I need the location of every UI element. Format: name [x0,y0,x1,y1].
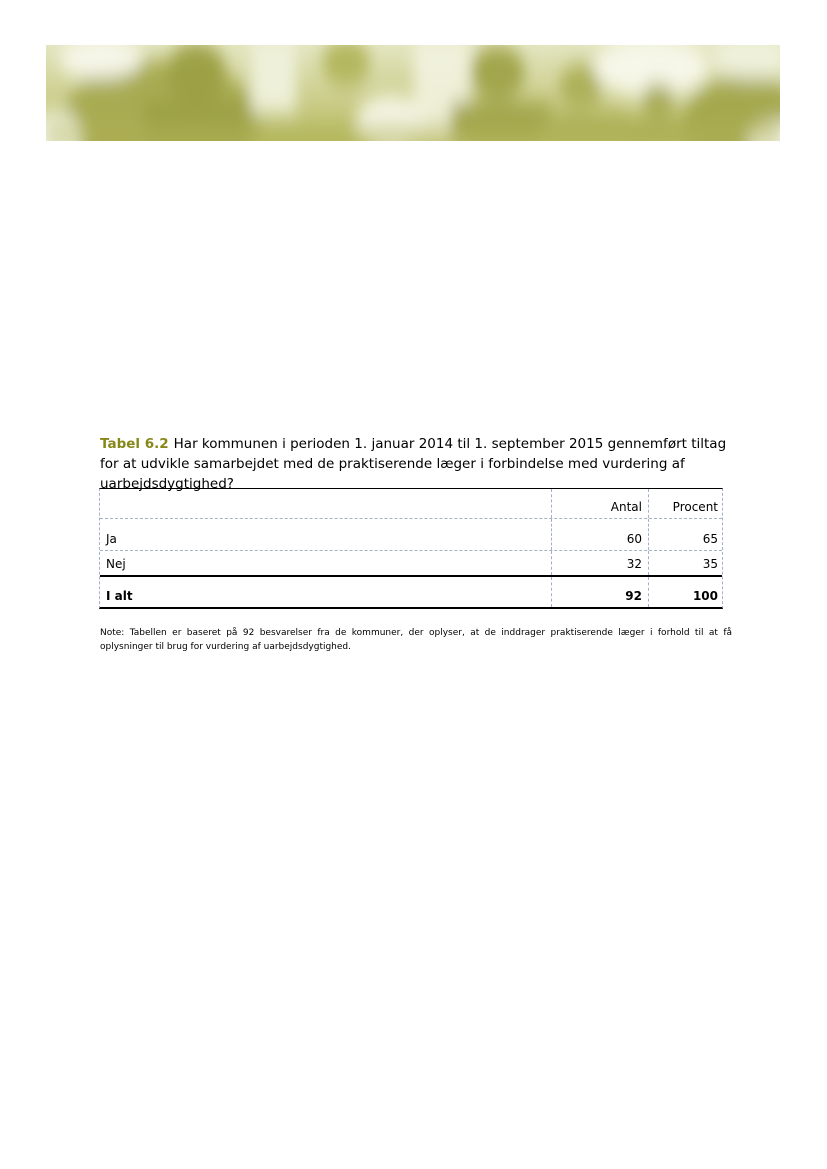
column-header-procent: Procent [672,500,718,514]
table-note: Note: Tabellen er baseret på 92 besvarelser fra de kommuner, der oplyser, at de inddrager praktiserende læger i forhold til at få oplysninger til brug for vurdering af uarbejdsdygtighed. [100,628,732,652]
table-caption-number: Tabel 6.2 [100,435,169,452]
column-header-antal: Antal [552,489,649,518]
crowd-photo-banner [46,45,780,141]
cell-procent: 35 [702,557,718,571]
table-total-row [100,577,722,607]
table-row [100,519,722,551]
table-caption-text: Har kommunen i perioden 1. januar 2014 til 1. september 2015 gennemført tiltag for at udvikle samarbejdet med de praktiserende læger i forbindelse med vurdering af uarbejdsdygtighed? [100,435,727,492]
cell-procent: 100 [692,589,718,603]
cell-antal: 60 [552,519,649,550]
crowd-photo-image [46,45,780,141]
data-table [99,488,723,609]
header-cell-empty [100,489,552,518]
table-row [100,551,722,577]
table-caption [100,434,744,494]
row-label: I alt [100,577,552,607]
cell-antal: 32 [552,551,649,575]
cell-procent: 65 [702,532,718,546]
table-header-row [100,489,722,519]
cell-antal: 92 [552,577,649,607]
row-label: Ja [100,519,552,550]
row-label: Nej [100,551,552,575]
